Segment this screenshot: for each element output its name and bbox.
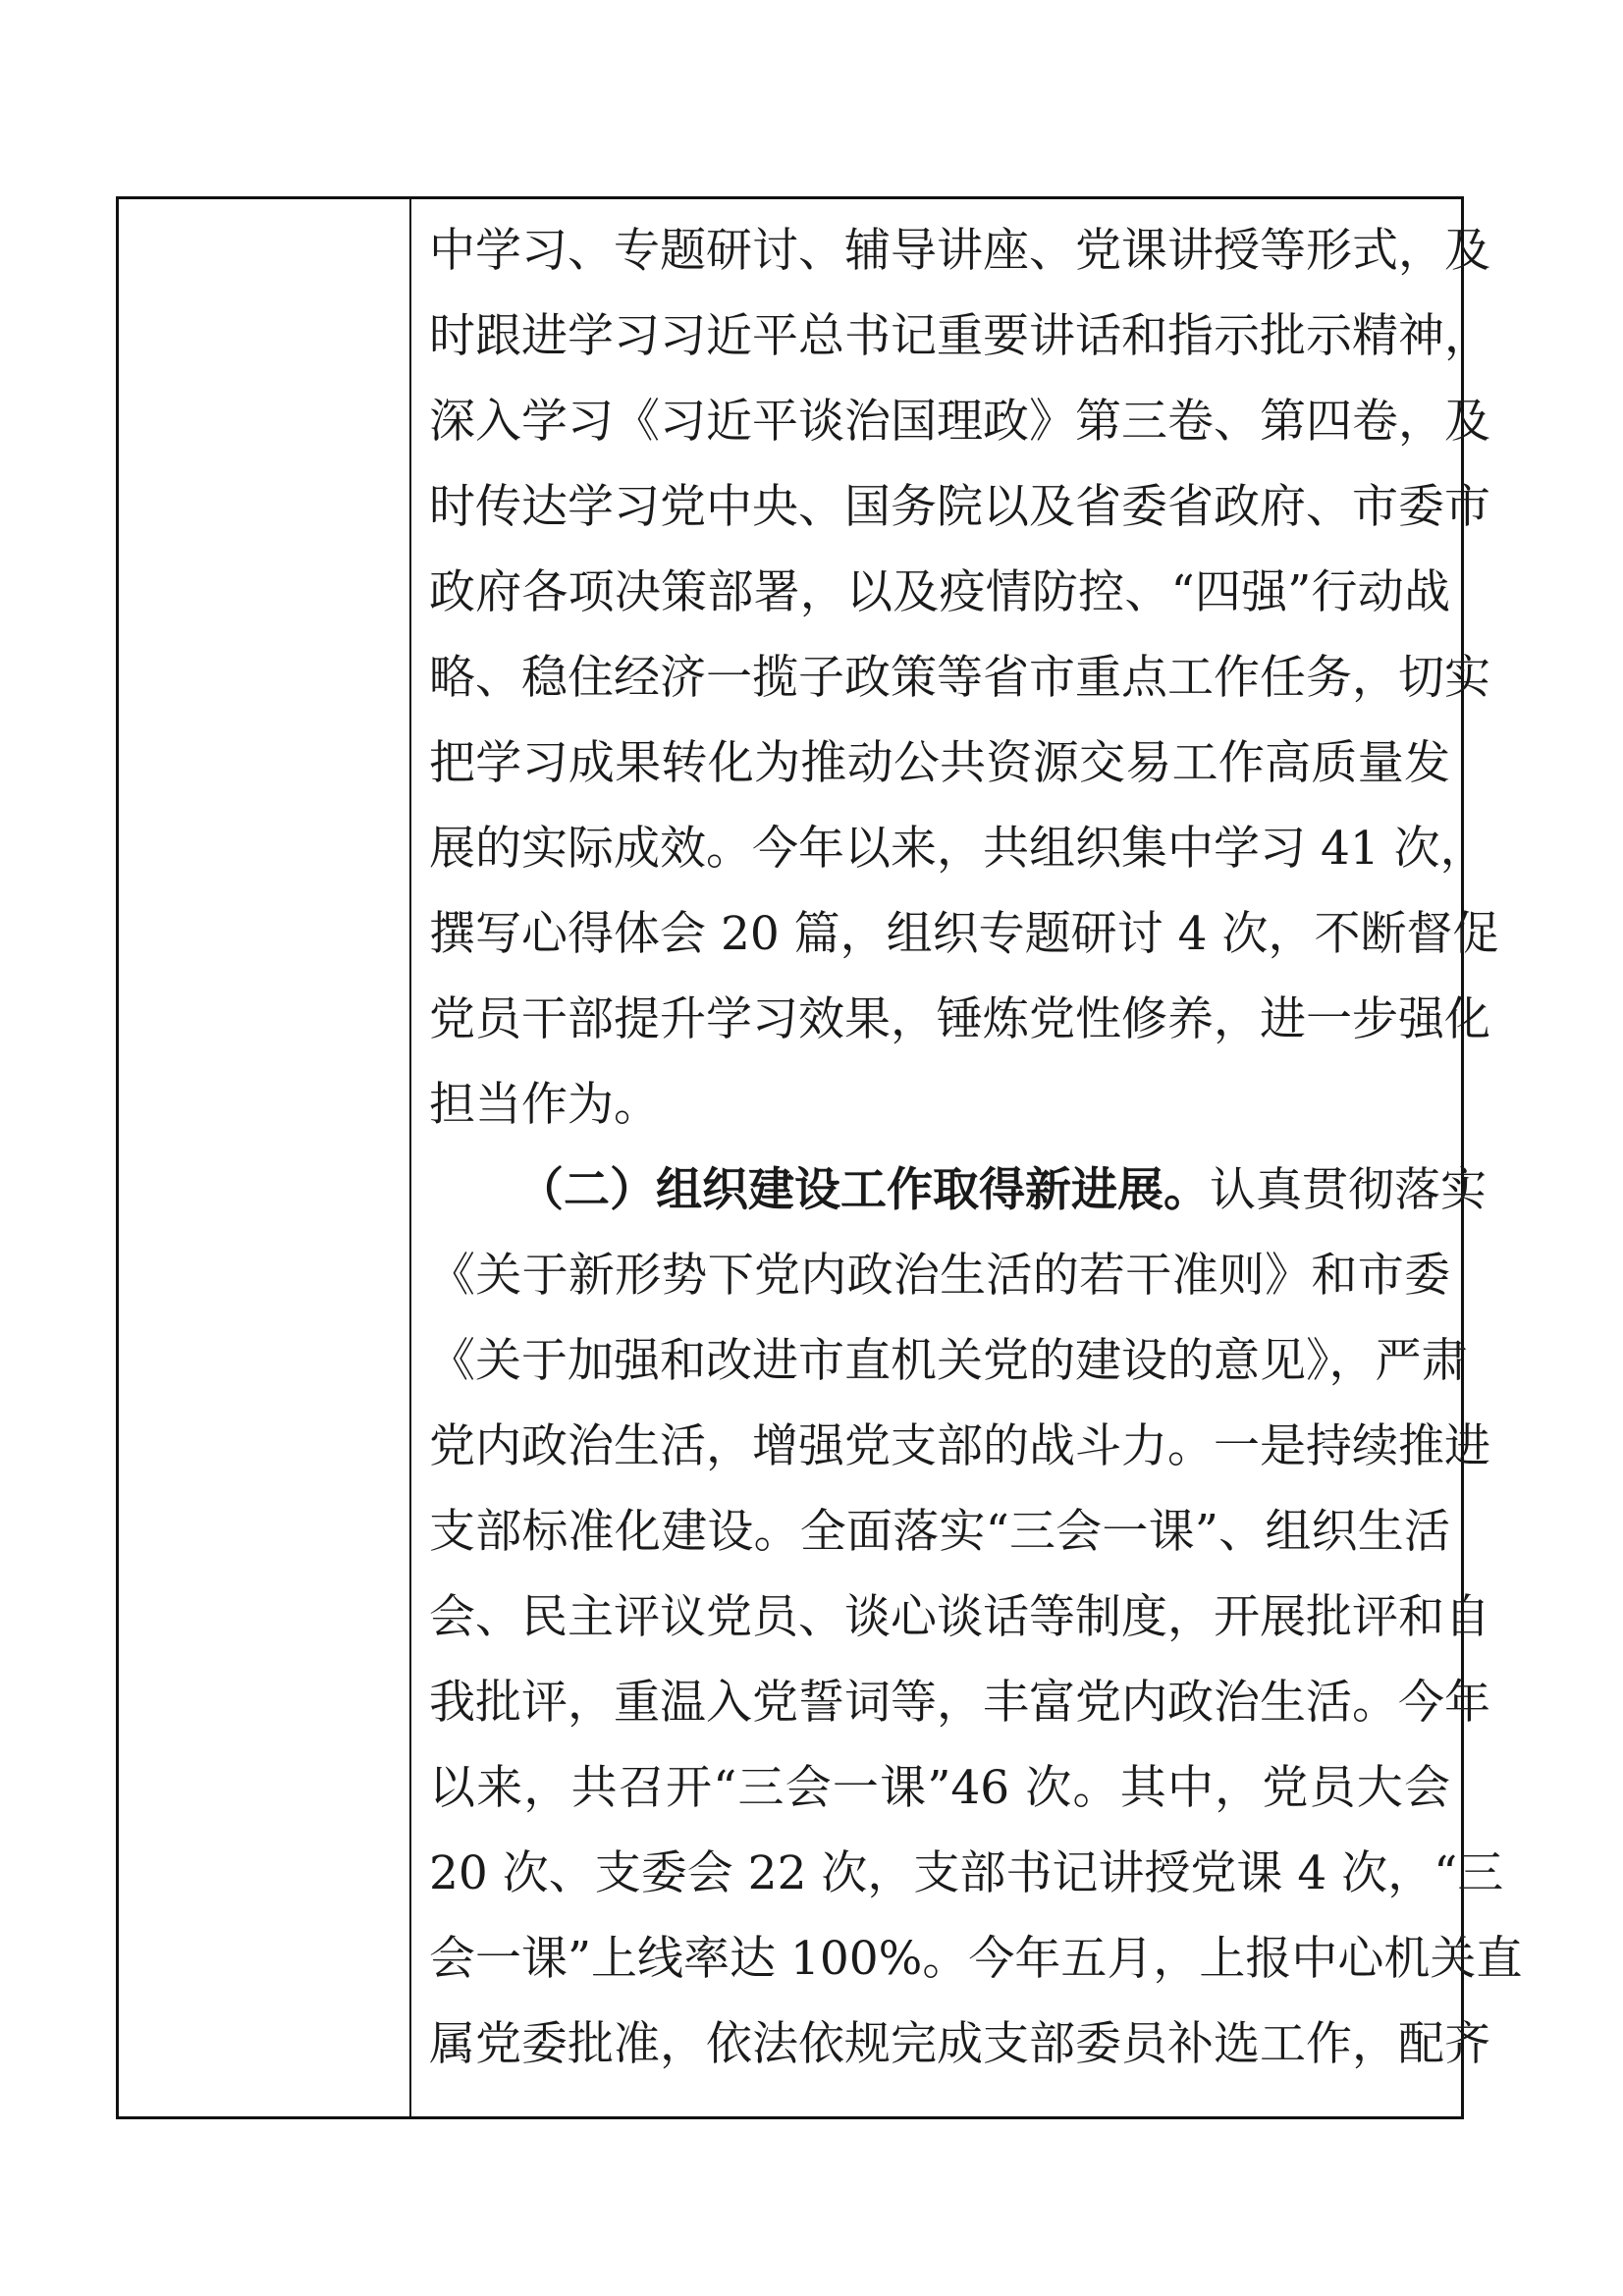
text-line: 略、稳住经济一揽子政策等省市重点工作任务，切实 — [429, 651, 1490, 705]
text-line: 《关于加强和改进市直机关党的建设的意见》，严肃 — [429, 1334, 1468, 1388]
text-line: 中学习、专题研讨、辅导讲座、党课讲授等形式，及 — [429, 224, 1490, 278]
text-line: 会一课”上线率达 100%。今年五月，上报中心机关直 — [429, 1932, 1523, 1986]
text-line: 《关于新形势下党内政治生活的若干准则》和市委 — [429, 1249, 1450, 1303]
text-line: 政府各项决策部署，以及疫情防控、“四强”行动战 — [429, 565, 1450, 619]
document-table — [116, 196, 1523, 2119]
text-line: 党内政治生活，增强党支部的战斗力。一是持续推进 — [429, 1419, 1490, 1473]
paragraph-first-line — [517, 1147, 1487, 1235]
text-line: 我批评，重温入党誓词等，丰富党内政治生活。今年 — [429, 1676, 1490, 1730]
text-line: 深入学习《习近平谈治国理政》第三卷、第四卷，及 — [429, 395, 1490, 449]
text-line: 党员干部提升学习效果，锤炼党性修养，进一步强化 — [429, 992, 1490, 1046]
text-line: 20 次、支委会 22 次，支部书记讲授党课 4 次，“三 — [429, 1846, 1504, 1900]
text-line: 属党委批准，依法依规完成支部委员补选工作，配齐 — [429, 2017, 1490, 2071]
text-line: 时传达学习党中央、国务院以及省委省政府、市委市 — [429, 480, 1490, 534]
table-left-column — [119, 199, 411, 2116]
text-line: 会、民主评议党员、谈心谈话等制度，开展批评和自 — [429, 1590, 1490, 1644]
text-line: 把学习成果转化为推动公共资源交易工作高质量发 — [429, 736, 1450, 790]
table-content-cell — [429, 199, 1523, 2116]
text-line: 时跟进学习习近平总书记重要讲话和指示批示精神， — [429, 309, 1490, 363]
text-line: 担当作为。 — [429, 1078, 660, 1132]
section-lead-text: 认真贯彻落实 — [1210, 1163, 1487, 1217]
text-line: 支部标准化建设。全面落实“三会一课”、组织生活 — [429, 1505, 1450, 1559]
text-line: 以来，共召开“三会一课”46 次。其中，党员大会 — [429, 1761, 1450, 1815]
text-line: 展的实际成效。今年以来，共组织集中学习 41 次， — [429, 822, 1487, 876]
section-heading: （二）组织建设工作取得新进展。 — [517, 1163, 1210, 1217]
text-line: 撰写心得体会 20 篇，组织专题研讨 4 次，不断督促 — [429, 907, 1499, 961]
